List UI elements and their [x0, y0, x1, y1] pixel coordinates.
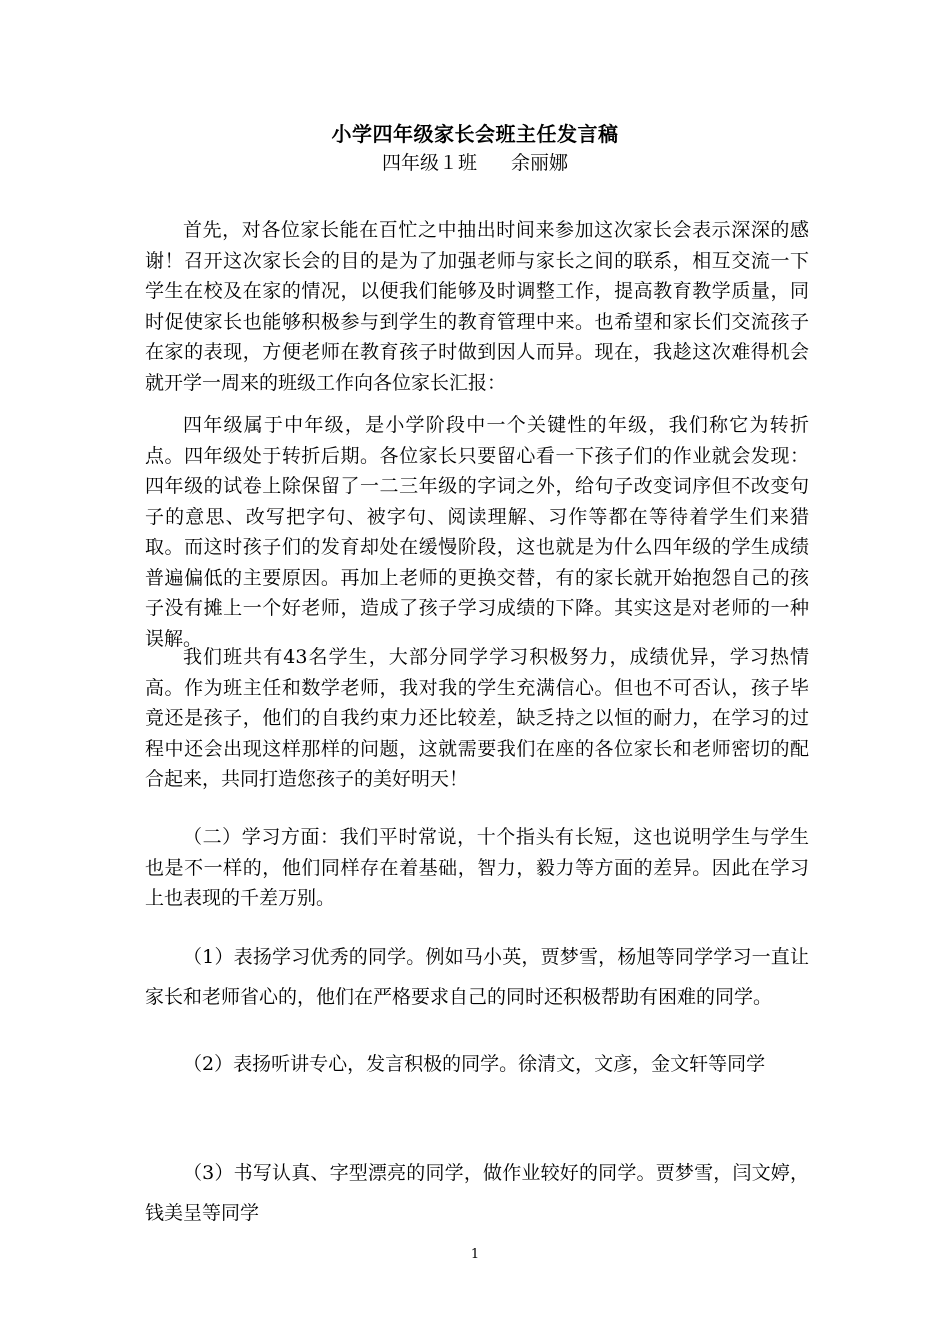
document-title: 小学四年级家长会班主任发言稿	[331, 122, 619, 146]
subtitle-author: 余丽娜	[511, 152, 569, 174]
paragraph-praise-handwriting: （3）书写认真、字型漂亮的同学，做作业较好的同学。贾梦雪，闫文婷，钱美呈等同学	[145, 1162, 809, 1224]
paragraph-study-aspect: （二）学习方面：我们平时常说，十个指头有长短，这也说明学生与学生也是不一样的，他们同样存在着基础，智力，毅力等方面的差异。因此在学习上也表现的千差万别。	[145, 826, 809, 909]
paragraph-opening: 首先，对各位家长能在百忙之中抽出时间来参加这次家长会表示深深的感谢！召开这次家长会的目的是为了加强老师与家长之间的联系，相互交流一下学生在校及在家的情况，以便我们能够及时调整工作，提高教育教学质量，同时促使家长也能够积极参与到学生的教育管理中来。也希望和家长们交流孩子在家的表现，方便老师在教育孩子时做到因人而异。现在，我趁这次难得机会就开学一周来的班级工作向各位家长汇报：	[145, 219, 809, 394]
paragraph-class-overview: 我们班共有43名学生，大部分同学学习积极努力，成绩优异，学习热情高。作为班主任和数学老师，我对我的学生充满信心。但也不可否认，孩子毕竟还是孩子，他们的自我约束力还比较差，缺乏持之以恒的耐力，在学习的过程中还会出现这样那样的问题，这就需要我们在座的各位家长和老师密切的配合起来，共同打造您孩子的美好明天！	[145, 646, 809, 790]
subtitle-class: 四年级１班	[381, 152, 477, 174]
paragraph-praise-excellent: （1）表扬学习优秀的同学。例如马小英，贾梦雪，杨旭等同学学习一直让家长和老师省心的，他们在严格要求自己的同时还积极帮助有困难的同学。	[145, 946, 809, 1008]
page-number: 1	[470, 1247, 480, 1262]
paragraph-praise-attentive: （2）表扬听讲专心，发言积极的同学。徐清文，文彦，金文轩等同学	[183, 1053, 766, 1075]
document-subtitle	[0, 149, 950, 177]
paragraph-grade-four: 四年级属于中年级，是小学阶段中一个关键性的年级，我们称它为转折点。四年级处于转折后期。各位家长只要留心看一下孩子们的作业就会发现：四年级的试卷上除保留了一二三年级的字词之外，给句子改变词序但不改变句子的意思、改写把字句、被字句、阅读理解、习作等都在等待着学生们来猎取。而这时孩子们的发育却处在缓慢阶段，这也就是为什么四年级的学生成绩普遍偏低的主要原因。再加上老师的更换交替，有的家长就开始抱怨自己的孩子没有摊上一个好老师，造成了孩子学习成绩的下降。其实这是对老师的一种误解。	[145, 414, 809, 650]
